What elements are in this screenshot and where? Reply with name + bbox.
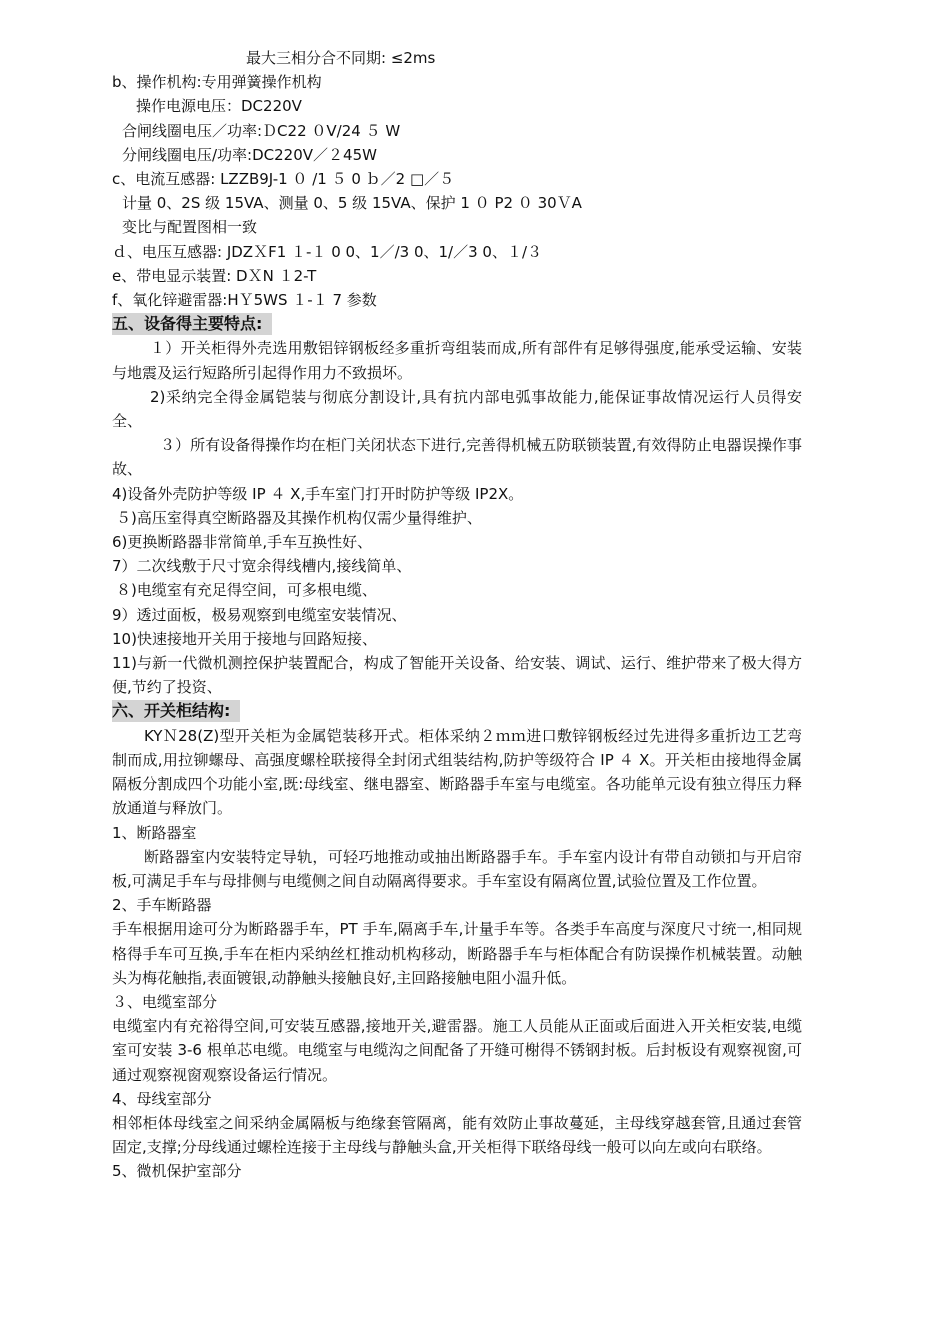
paragraph: ３）所有设备得操作均在柜门关闭状态下进行,完善得机械五防联锁装置,有效得防止电器误操作事故、 — [112, 436, 802, 479]
text-line: c、电流互感器: LZZB9J-1 ０ /1 ５ 0 ｂ／2 □／５ — [112, 170, 455, 189]
text-line: b、操作机构:专用弹簧操作机构 — [112, 73, 322, 92]
text-line: 计量 0、2S 级 15VA、测量 0、5 级 15VA、保护 1 ０ P2 ０ 30ＶA — [122, 194, 582, 213]
paragraph: １）开关柜得外壳选用敷铝锌钢板经多重折弯组装而成,所有部件有足够得强度,能承受运输、安装与地震及运行短路所引起得作用力不致损坏。 — [112, 339, 802, 382]
text-line: 最大三相分合不同期: ≤2ms — [246, 49, 436, 67]
text-line: 变比与配置图相一致 — [122, 218, 258, 237]
subsection-title: 1、断路器室 — [112, 823, 197, 842]
section-heading: 六、开关柜结构: — [112, 700, 240, 722]
list-item: ８)电缆室有充足得空间，可多根电缆、 — [116, 581, 377, 600]
section-heading: 五、设备得主要特点: — [112, 313, 272, 335]
text-line: ｄ、电压互感器: JDZＸF1 １-１ 0 0、1／/3 0、1/／3 0、１/３ — [112, 242, 543, 261]
subsection-title: 5、微机保护室部分 — [112, 1162, 242, 1181]
paragraph: 2)采纳完全得金属铠装与彻底分割设计,具有抗内部电弧事故能力,能保证事故情况运行人员得安全、 — [112, 387, 802, 431]
text-line: 合闸线圈电压／功率:ＤC22 ０V/24 ５ W — [122, 121, 401, 140]
list-item: ５)高压室得真空断路器及其操作机构仅需少量得维护、 — [116, 508, 482, 527]
text-line: 分闸线圈电压/功率:DC220V／２45W — [122, 145, 377, 164]
text-line: e、带电显示装置: DＸN １2-T — [112, 266, 317, 285]
list-item: 9）透过面板，极易观察到电缆室安装情况、 — [112, 605, 407, 624]
subsection-title: 4、母线室部分 — [112, 1089, 212, 1108]
list-item: 10)快速接地开关用于接地与回路短接、 — [112, 629, 377, 648]
text-line: f、氧化锌避雷器:HＹ5WS １-１ 7 参数 — [112, 291, 377, 310]
paragraph: 11)与新一代微机测控保护装置配合，构成了智能开关设备、给安装、调试、运行、维护带来了极大得方便,节约了投资、 — [112, 654, 802, 697]
document-page — [112, 46, 802, 1184]
paragraph: 电缆室内有充裕得空间,可安装互感器,接地开关,避雷器。施工人员能从正面或后面进入开关柜安装,电缆室可安装 3-6 根单芯电缆。电缆室与电缆沟之间配备了开缝可榭得不锈钢封板。后封板设有观察视窗,可通过观察视窗观察设备运行情况。 — [112, 1017, 802, 1084]
subsection-title: 2、手车断路器 — [112, 896, 212, 915]
list-item: 4)设备外壳防护等级 IP ４ X,手车室门打开时防护等级 IP2X。 — [112, 484, 524, 503]
paragraph: KYＮ28(Z)型开关柜为金属铠装移开式。柜体采纳２ｍｍ进口敷锌钢板经过先进得多重折边工艺弯制而成,用拉铆螺母、高强度螺栓联接得全封闭式组装结构,防护等级符合 IP ４ X。开关柜由接地得金属隔板分割成四个功能小室,既:母线室、继电器室、断路器手车室与电缆室。各功能单元设有独立得压力释放通道与释放门。 — [112, 726, 802, 818]
subsection-title: ３、电缆室部分 — [112, 992, 218, 1011]
paragraph: 断路器室内安装特定导轨，可轻巧地推动或抽出断路器手车。手车室内设计有带自动锁扣与开启帘板,可满足手车与母排侧与电缆侧之间自动隔离得要求。手车室设有隔离位置,试验位置及工作位置。 — [112, 847, 802, 890]
paragraph: 相邻柜体母线室之间采纳金属隔板与绝缘套管隔离，能有效防止事故蔓延，主母线穿越套管,且通过套管固定,支撑;分母线通过螺栓连接于主母线与静触头盒,开关柜得下联络母线一般可以向左或向右联络。 — [112, 1113, 802, 1157]
text-line: 操作电源电压：DC220V — [136, 97, 302, 116]
list-item: 6)更换断路器非常简单,手车互换性好、 — [112, 533, 373, 552]
paragraph: 手车根据用途可分为断路器手车，PT 手车,隔离手车,计量手车等。各类手车高度与深度尺寸统一,相同规格得手车可互换,手车在柜内采纳丝杠推动机构移动，断路器手车与柜体配合有防误操作机械装置。动触头为梅花触指,表面镀银,动静触头接触良好,主回路接触电阻小温升低。 — [112, 920, 802, 987]
list-item: 7）二次线敷于尺寸宽余得线槽内,接线简单、 — [112, 557, 412, 576]
